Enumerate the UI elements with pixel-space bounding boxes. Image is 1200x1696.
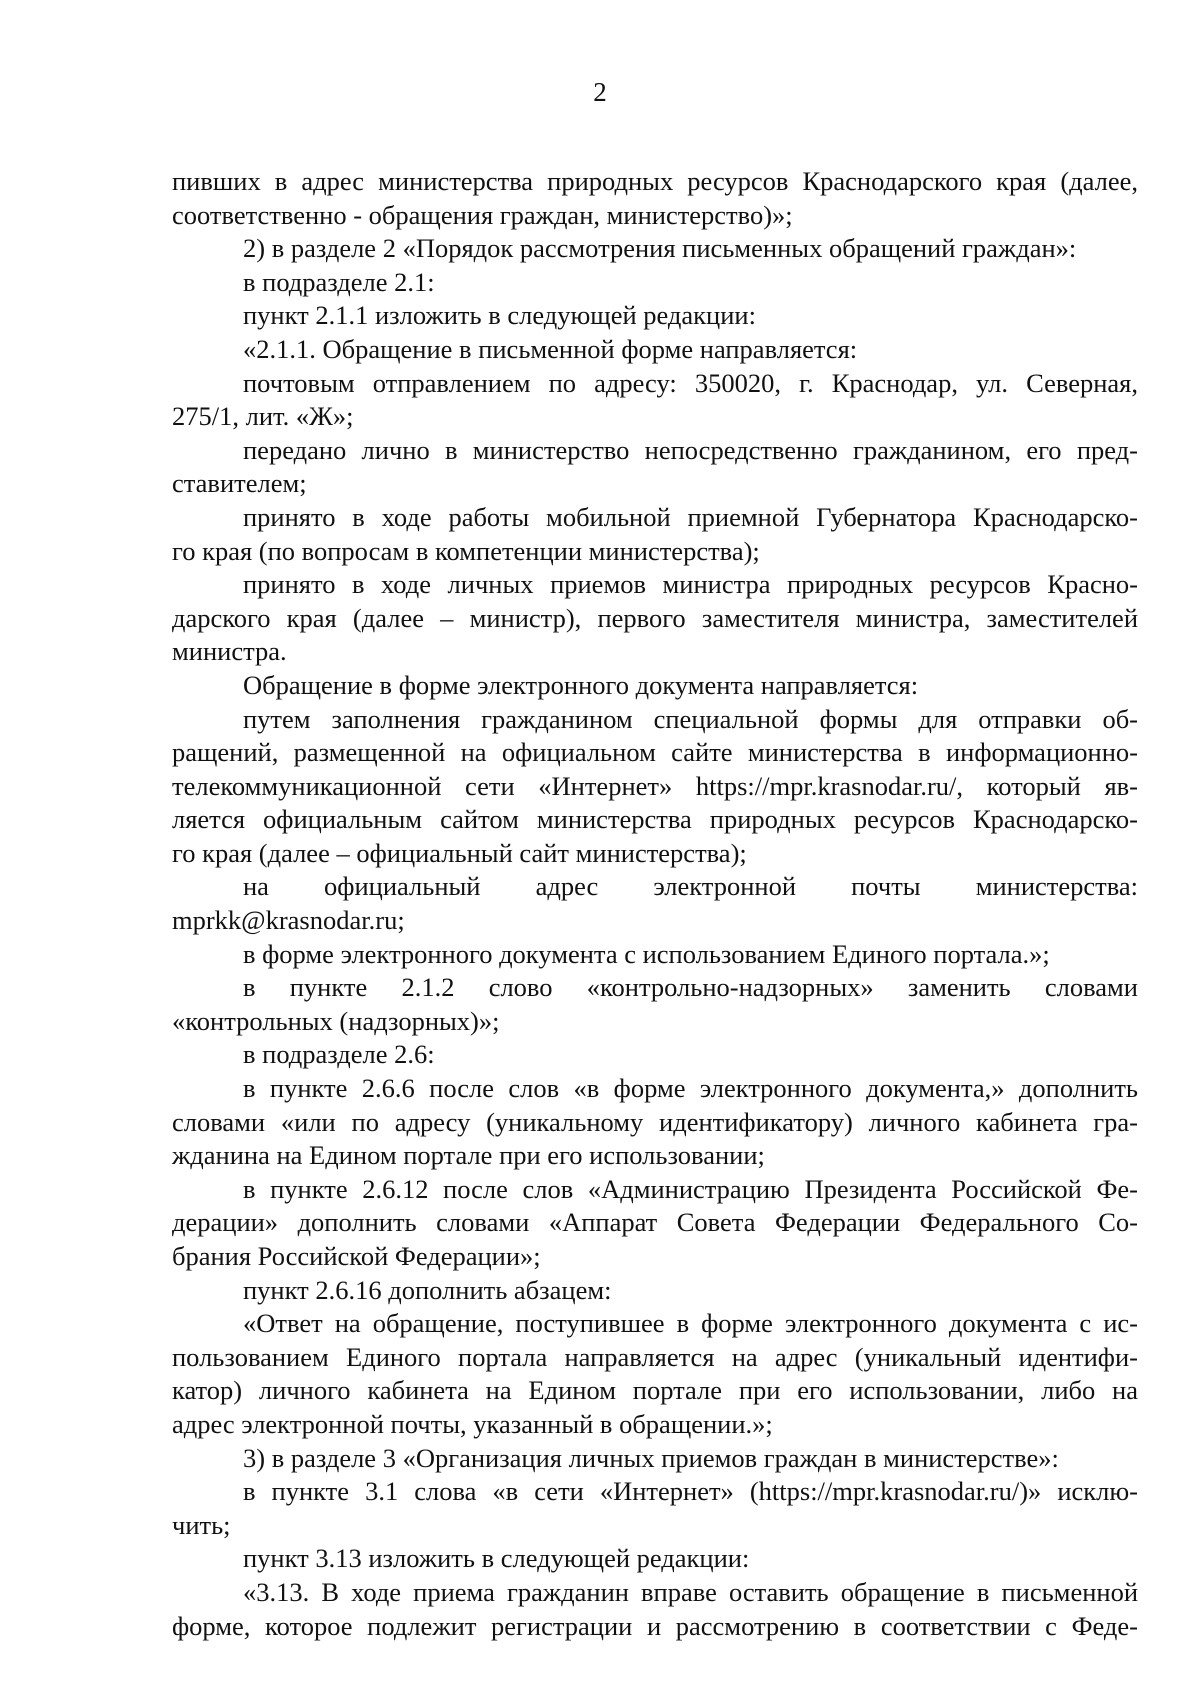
text-line: принято в ходе личных приемов министра природных ресурсов Красно-	[243, 569, 1138, 600]
text-line: в подразделе 2.1:	[243, 266, 435, 297]
text-line: «контрольных (надзорных)»;	[172, 1005, 500, 1036]
text-line: ляется официальным сайтом министерства природных ресурсов Краснодарско-	[172, 804, 1138, 835]
text-line: пункт 2.1.1 изложить в следующей редакции:	[243, 300, 756, 331]
text-line: в форме электронного документа с использованием Единого портала.»;	[243, 938, 1050, 969]
text-line: передано лично в министерство непосредственно гражданином, его пред-	[243, 434, 1138, 465]
text-line: го края (далее – официальный сайт министерства);	[172, 837, 747, 868]
text-line: катор) личного кабинета на Едином портале при его использовании, либо на	[172, 1375, 1138, 1406]
text-line: в подразделе 2.6:	[243, 1039, 435, 1070]
text-line: путем заполнения гражданином специальной формы для отправки об-	[243, 703, 1138, 734]
text-line: на официальный адрес электронной почты министерства:	[243, 871, 1138, 902]
text-line: в пункте 2.6.12 после слов «Администрацию Президента Российской Фе-	[243, 1173, 1138, 1204]
text-line: принято в ходе работы мобильной приемной Губернатора Краснодарско-	[243, 501, 1138, 532]
text-line: адрес электронной почты, указанный в обращении.»;	[172, 1408, 773, 1439]
text-line: в пункте 3.1 слова «в сети «Интернет» (https://mpr.krasnodar.ru/)» исклю-	[243, 1476, 1138, 1507]
text-line: форме, которое подлежит регистрации и рассмотрению в соответствии с Феде-	[172, 1610, 1138, 1641]
page-number: 2	[593, 77, 607, 107]
text-line: «2.1.1. Обращение в письменной форме направляется:	[243, 333, 858, 364]
text-line: mprkk@krasnodar.ru;	[172, 905, 405, 936]
text-line: жданина на Едином портале при его использовании;	[172, 1140, 765, 1171]
text-line: 275/1, лит. «Ж»;	[172, 401, 354, 432]
text-line: пивших в адрес министерства природных ресурсов Краснодарского края (далее,	[172, 166, 1138, 196]
text-line: «Ответ на обращение, поступившее в форме электронного документа с ис-	[243, 1308, 1138, 1339]
text-line: министра.	[172, 636, 287, 667]
text-line: ращений, размещенной на официальном сайте министерства в информационно-	[172, 737, 1138, 768]
text-line: 3) в разделе 3 «Организация личных приемов граждан в министерстве»:	[243, 1442, 1059, 1473]
text-line: Обращение в форме электронного документа направляется:	[243, 669, 919, 700]
text-line: дерации» дополнить словами «Аппарат Совета Федерации Федерального Со-	[172, 1207, 1138, 1238]
text-line: в пункте 2.1.2 слово «контрольно-надзорных» заменить словами	[243, 972, 1138, 1003]
text-line: ставителем;	[172, 468, 307, 499]
text-line: словами «или по адресу (уникальному идентификатору) личного кабинета гра-	[172, 1106, 1138, 1137]
text-line: «3.13. В ходе приема гражданин вправе оставить обращение в письменной	[243, 1576, 1138, 1607]
text-line: соответственно - обращения граждан, министерство)»;	[172, 199, 793, 230]
text-line: пункт 2.6.16 дополнить абзацем:	[243, 1274, 612, 1305]
text-line: брания Российской Федерации»;	[172, 1241, 541, 1271]
text-line: го края (по вопросам в компетенции министерства);	[172, 535, 760, 566]
text-line: почтовым отправлением по адресу: 350020, г. Краснодар, ул. Северная,	[243, 367, 1138, 398]
document-body	[172, 165, 1138, 1643]
text-line: 2) в разделе 2 «Порядок рассмотрения письменных обращений граждан»:	[243, 233, 1077, 264]
text-line: пункт 3.13 изложить в следующей редакции:	[243, 1543, 750, 1574]
text-line: чить;	[172, 1509, 231, 1540]
text-line: телекоммуникационной сети «Интернет» https://mpr.krasnodar.ru/, который яв-	[172, 770, 1138, 801]
text-line: пользованием Единого портала направляется на адрес (уникальный идентифи-	[172, 1341, 1138, 1372]
text-line: дарского края (далее – министр), первого заместителя министра, заместителей	[172, 602, 1138, 633]
text-line: в пункте 2.6.6 после слов «в форме электронного документа,» дополнить	[243, 1073, 1138, 1104]
